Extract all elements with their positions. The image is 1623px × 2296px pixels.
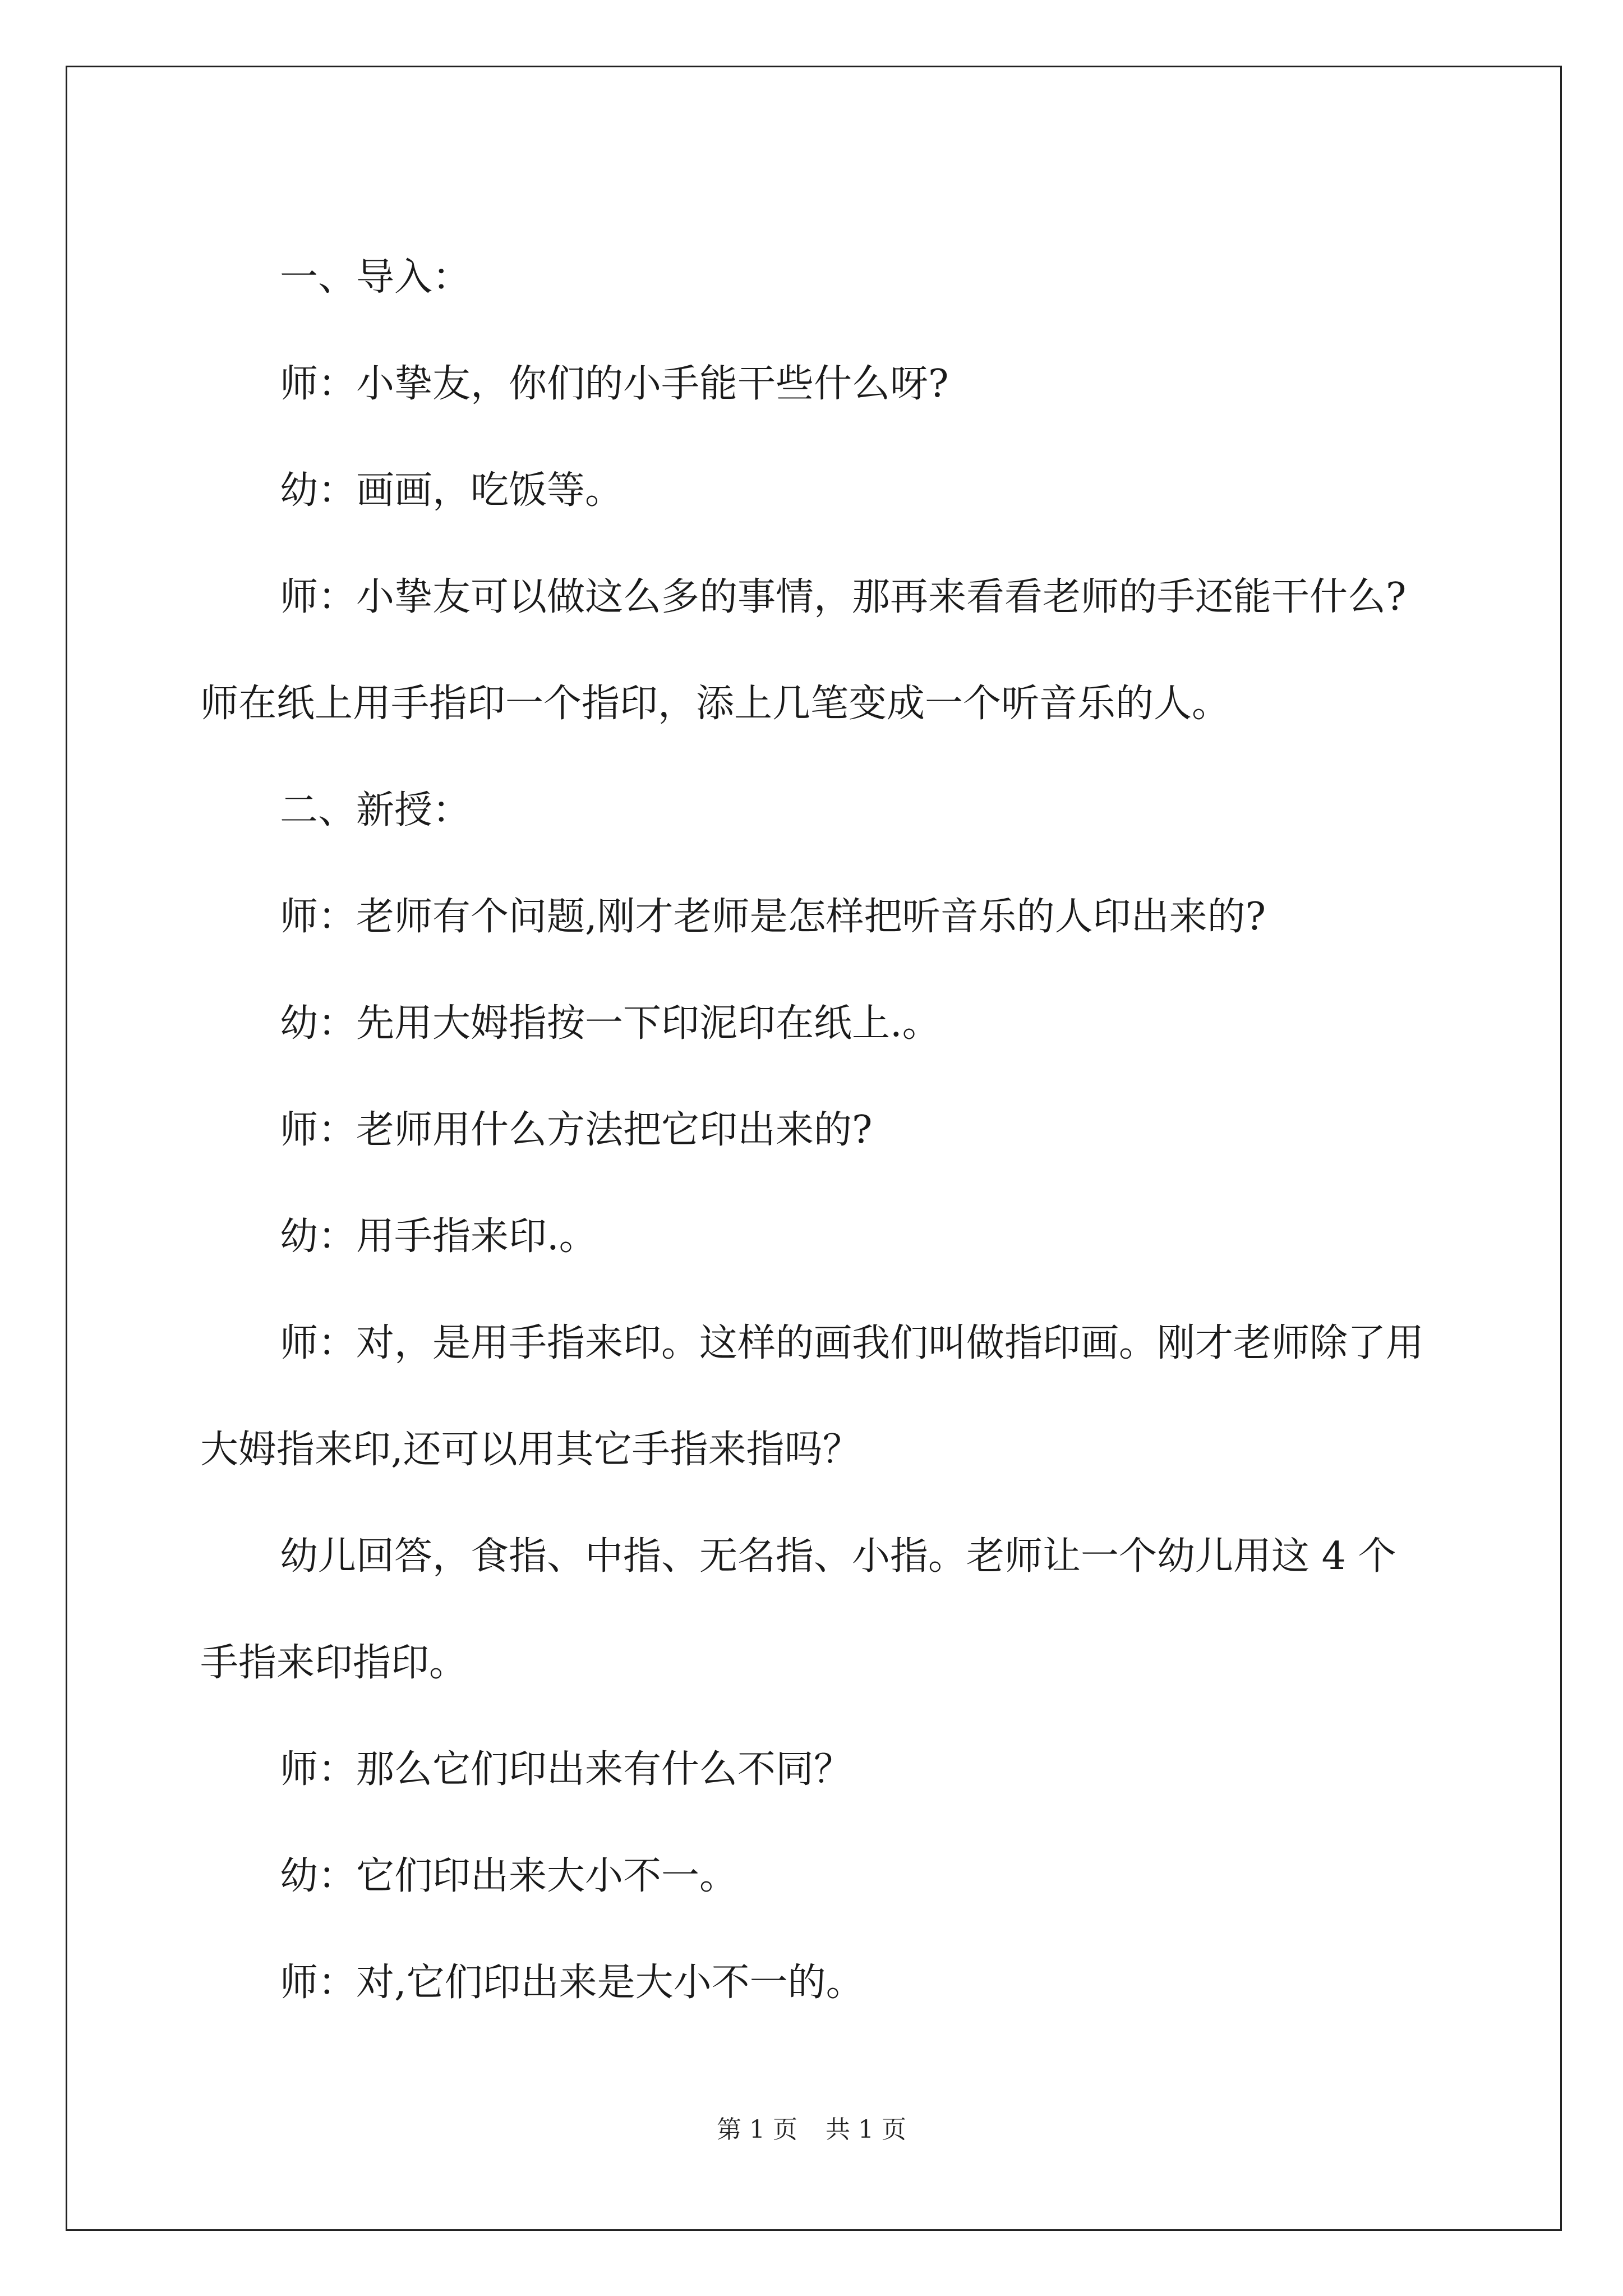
paragraph: 师：小挚友，你们的小手能干些什么呀?: [280, 362, 949, 406]
paragraph: 师：老师有个问题,刚才老师是怎样把听音乐的人印出来的?: [280, 895, 1266, 939]
paragraph: 幼：先用大姆指按一下印泥印在纸上.。: [280, 1001, 940, 1046]
page-footer: [0, 2109, 1623, 2145]
heading-intro: 一、导入：: [280, 255, 471, 300]
paragraph: 幼：它们印出来大小不一。: [280, 1854, 738, 1898]
page-total: 共 1 页: [826, 2115, 906, 2144]
heading-new-lesson: 二、新授：: [280, 788, 471, 832]
paragraph: 师：老师用什么方法把它印出来的?: [280, 1108, 873, 1152]
paragraph: 幼：画画，吃饭等。: [280, 468, 624, 513]
paragraph: 幼：用手指来印.。: [280, 1214, 597, 1259]
paragraph: 师：小挚友可以做这么多的事情，那再来看看老师的手还能干什么? 师在纸上用手指印一个指印，添上几笔变成一个听音乐的人。: [200, 575, 1419, 726]
page-number: 第 1 页: [717, 2115, 797, 2144]
paragraph: 师：那么它们印出来有什么不同？: [280, 1747, 852, 1792]
paragraph: 师：对，是用手指来印。这样的画我们叫做指印画。刚才老师除了用大姆指来印,还可以用其它手指来指吗？: [200, 1321, 1424, 1472]
paragraph: 师：对,它们印出来是大小不一的。: [280, 1961, 864, 2005]
paragraph: 幼儿回答，食指、中指、无名指、小指。老师让一个幼儿用这 4 个手指来印指印。: [200, 1534, 1396, 1685]
document-body: [200, 224, 1434, 2036]
